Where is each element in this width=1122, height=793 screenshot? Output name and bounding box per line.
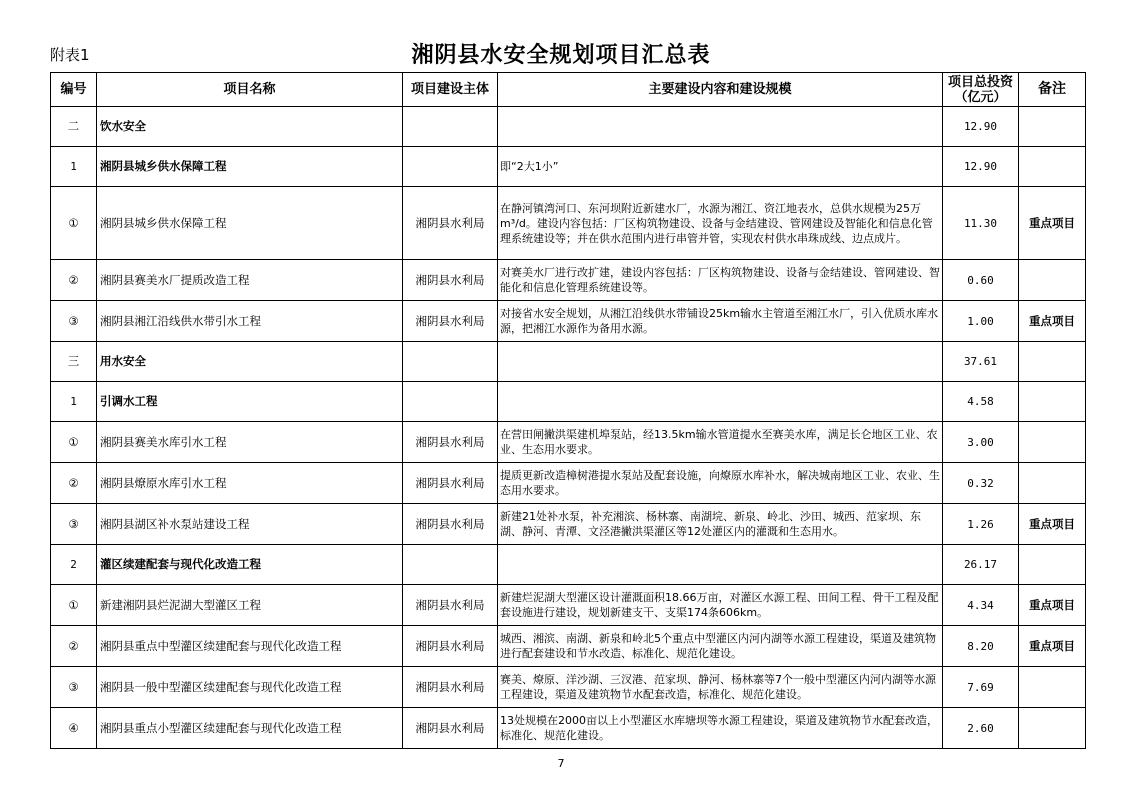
cell-investment: 0.60: [943, 260, 1019, 301]
cell-owner: 湘阴县水利局: [403, 463, 498, 504]
cell-no: ①: [51, 422, 97, 463]
cell-investment: 1.00: [943, 301, 1019, 342]
cell-owner: [403, 545, 498, 585]
cell-no: ③: [51, 667, 97, 708]
cell-remark: 重点项目: [1019, 187, 1086, 260]
cell-investment: 12.90: [943, 147, 1019, 187]
cell-name: 用水安全: [97, 342, 403, 382]
cell-owner: 湘阴县水利局: [403, 708, 498, 749]
cell-name: 湘阴县重点中型灌区续建配套与现代化改造工程: [97, 626, 403, 667]
cell-no: 2: [51, 545, 97, 585]
cell-owner: [403, 147, 498, 187]
cell-owner: 湘阴县水利局: [403, 301, 498, 342]
cell-content: [498, 545, 943, 585]
cell-content: 赛美、燎原、洋沙湖、三汊港、范家坝、静河、杨林寨等7个一般中型灌区内河内湖等水源工程建设，渠道及建筑物节水配套改造，标准化、规范化建设。: [498, 667, 943, 708]
cell-content: [498, 342, 943, 382]
cell-remark: [1019, 708, 1086, 749]
cell-owner: 湘阴县水利局: [403, 504, 498, 545]
header-investment-line1: 项目总投资: [947, 74, 1013, 90]
cell-name: 湘阴县湖区补水泵站建设工程: [97, 504, 403, 545]
page-title: 湘阴县水安全规划项目汇总表: [411, 43, 711, 68]
cell-name: 湘阴县城乡供水保障工程: [97, 147, 403, 187]
cell-no: ②: [51, 260, 97, 301]
table-row: [51, 260, 1086, 301]
table-row: [51, 107, 1086, 147]
cell-remark: [1019, 260, 1086, 301]
cell-content: 即“2大1小”: [498, 147, 943, 187]
cell-investment: 4.58: [943, 382, 1019, 422]
cell-owner: [403, 382, 498, 422]
cell-content: 对接省水安全规划，从湘江沿线供水带铺设25km输水主管道至湘江水厂，引入优质水库水源，把湘江水源作为备用水源。: [498, 301, 943, 342]
cell-remark: [1019, 147, 1086, 187]
cell-name: 饮水安全: [97, 107, 403, 147]
cell-investment: 2.60: [943, 708, 1019, 749]
cell-content: 提质更新改造樟树港提水泵站及配套设施，向燎原水库补水，解决城南地区工业、农业、生态用水要求。: [498, 463, 943, 504]
header-no: 编号: [51, 73, 97, 107]
table-row: [51, 585, 1086, 626]
cell-investment: 12.90: [943, 107, 1019, 147]
table-header-row: [51, 73, 1086, 107]
cell-content: 13处规模在2000亩以上小型灌区水库塘坝等水源工程建设，渠道及建筑物节水配套改造，标准化、规范化建设。: [498, 708, 943, 749]
header-owner: 项目建设主体: [403, 73, 498, 107]
cell-owner: [403, 342, 498, 382]
cell-remark: [1019, 382, 1086, 422]
cell-remark: [1019, 545, 1086, 585]
page-number: 7: [557, 757, 565, 770]
cell-investment: 37.61: [943, 342, 1019, 382]
cell-content: 城西、湘滨、南湖、新泉和岭北5个重点中型灌区内河内湖等水源工程建设，渠道及建筑物进行配套建设和节水改造、标准化、规范化建设。: [498, 626, 943, 667]
cell-investment: 8.20: [943, 626, 1019, 667]
table-row: [51, 422, 1086, 463]
table-row: [51, 342, 1086, 382]
cell-remark: 重点项目: [1019, 585, 1086, 626]
cell-remark: [1019, 667, 1086, 708]
cell-investment: 26.17: [943, 545, 1019, 585]
cell-no: ①: [51, 187, 97, 260]
cell-investment: 7.69: [943, 667, 1019, 708]
table-row: [51, 626, 1086, 667]
cell-remark: 重点项目: [1019, 504, 1086, 545]
cell-investment: 3.00: [943, 422, 1019, 463]
cell-investment: 0.32: [943, 463, 1019, 504]
cell-no: ②: [51, 626, 97, 667]
cell-name: 湘阴县一般中型灌区续建配套与现代化改造工程: [97, 667, 403, 708]
cell-name: 湘阴县重点小型灌区续建配套与现代化改造工程: [97, 708, 403, 749]
cell-name: 灌区续建配套与现代化改造工程: [97, 545, 403, 585]
cell-no: 1: [51, 147, 97, 187]
table-row: [51, 187, 1086, 260]
cell-remark: [1019, 342, 1086, 382]
table-row: [51, 463, 1086, 504]
cell-no: ②: [51, 463, 97, 504]
cell-no: ④: [51, 708, 97, 749]
cell-name: 引调水工程: [97, 382, 403, 422]
cell-owner: 湘阴县水利局: [403, 585, 498, 626]
table-row: [51, 667, 1086, 708]
cell-remark: 重点项目: [1019, 626, 1086, 667]
cell-name: 新建湘阴县烂泥湖大型灌区工程: [97, 585, 403, 626]
cell-no: ①: [51, 585, 97, 626]
header-investment-line2: （亿元）: [954, 89, 1007, 105]
cell-content: 在静河镇湾河口、东河坝附近新建水厂，水源为湘江、资江地表水，总供水规模为25万m³/d。建设内容包括：厂区构筑物建设、设备与金结建设、管网建设及智能化和信息化管理系统建设等；并在供水范围内进行串管并管，实现农村供水串珠成线、边点成片。: [498, 187, 943, 260]
table-row: [51, 504, 1086, 545]
cell-remark: [1019, 463, 1086, 504]
cell-content: [498, 382, 943, 422]
cell-name: 湘阴县赛美水库引水工程: [97, 422, 403, 463]
cell-no: ③: [51, 504, 97, 545]
cell-name: 湘阴县城乡供水保障工程: [97, 187, 403, 260]
cell-investment: 11.30: [943, 187, 1019, 260]
table-row: [51, 147, 1086, 187]
cell-investment: 1.26: [943, 504, 1019, 545]
header-remark: 备注: [1019, 73, 1086, 107]
cell-name: 湘阴县燎原水库引水工程: [97, 463, 403, 504]
cell-no: ③: [51, 301, 97, 342]
cell-name: 湘阴县湘江沿线供水带引水工程: [97, 301, 403, 342]
cell-owner: 湘阴县水利局: [403, 187, 498, 260]
project-summary-table: [50, 72, 1086, 749]
cell-content: 在营田闸撇洪渠建机埠泵站，经13.5km输水管道提水至赛美水库，满足长仑地区工业、农业、生态用水要求。: [498, 422, 943, 463]
cell-name: 湘阴县赛美水厂提质改造工程: [97, 260, 403, 301]
cell-no: 二: [51, 107, 97, 147]
cell-owner: [403, 107, 498, 147]
cell-owner: 湘阴县水利局: [403, 260, 498, 301]
cell-no: 三: [51, 342, 97, 382]
cell-owner: 湘阴县水利局: [403, 667, 498, 708]
cell-no: 1: [51, 382, 97, 422]
table-row: [51, 708, 1086, 749]
table-row: [51, 545, 1086, 585]
header-content: 主要建设内容和建设规模: [498, 73, 943, 107]
cell-content: 对赛美水厂进行改扩建，建设内容包括：厂区构筑物建设、设备与金结建设、管网建设、智能化和信息化管理系统建设等。: [498, 260, 943, 301]
cell-owner: 湘阴县水利局: [403, 422, 498, 463]
cell-remark: [1019, 422, 1086, 463]
header-name: 项目名称: [97, 73, 403, 107]
cell-content: [498, 107, 943, 147]
cell-content: 新建烂泥湖大型灌区设计灌溉面积18.66万亩，对灌区水源工程、田间工程、骨干工程及配套设施进行建设，规划新建支干、支渠174条606km。: [498, 585, 943, 626]
cell-content: 新建21处补水泵，补充湘滨、杨林寨、南湖垸、新泉、岭北、沙田、城西、范家坝、东湖、静河、青潭、文泾港撇洪渠灌区等12处灌区内的灌溉和生态用水。: [498, 504, 943, 545]
table-row: [51, 301, 1086, 342]
table-row: [51, 382, 1086, 422]
cell-remark: 重点项目: [1019, 301, 1086, 342]
annex-label: 附表1: [50, 46, 90, 64]
cell-investment: 4.34: [943, 585, 1019, 626]
header-investment: [943, 73, 1019, 107]
cell-remark: [1019, 107, 1086, 147]
cell-owner: 湘阴县水利局: [403, 626, 498, 667]
